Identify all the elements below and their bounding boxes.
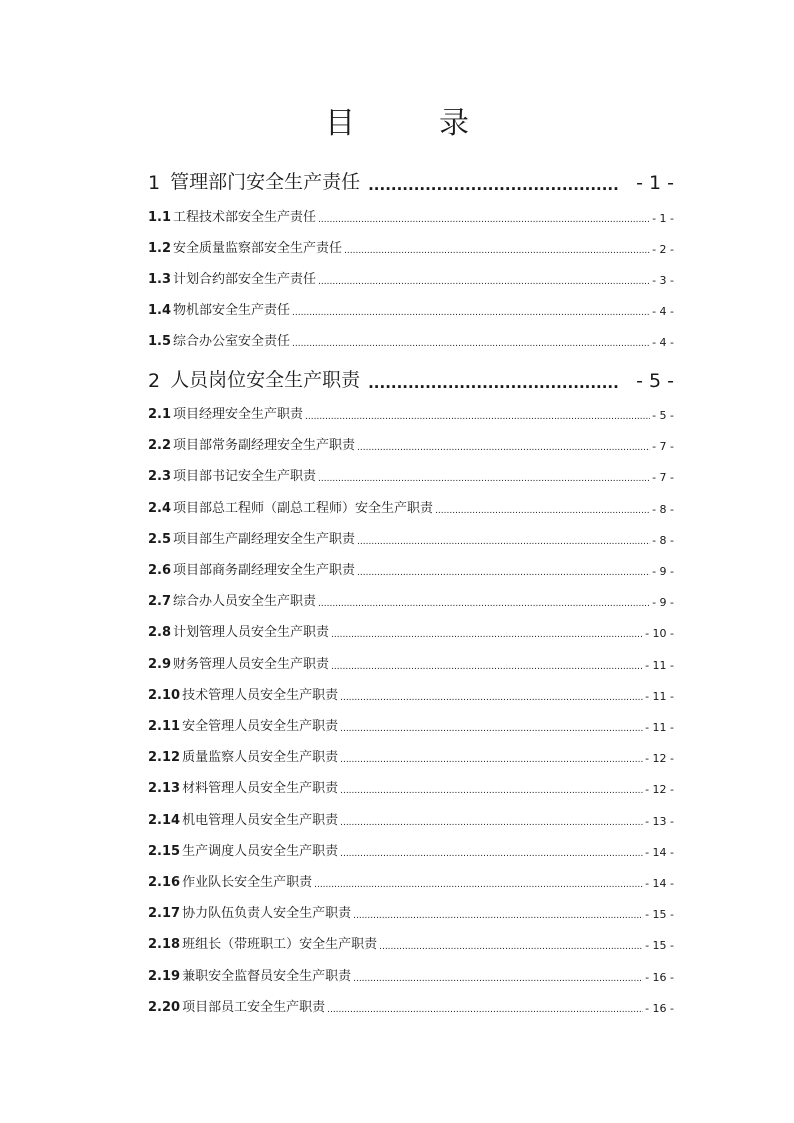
toc-dot-leader <box>305 413 650 422</box>
toc-entry-label: 项目部总工程师（副总工程师）安全生产职责 <box>173 501 434 516</box>
toc-dot-leader <box>340 787 643 796</box>
toc-entry-label: 人员岗位安全生产职责 <box>170 369 361 391</box>
toc-entry-label: 计划合约部安全生产责任 <box>173 272 317 287</box>
toc-entry-label: 班组长（带班职工）安全生产职责 <box>182 937 378 952</box>
toc-entry-label: 作业队长安全生产职责 <box>182 875 313 890</box>
toc-entry-label: 工程技术部安全生产责任 <box>173 210 317 225</box>
toc-entry-page: - 15 - <box>645 908 674 921</box>
toc-entry-number: 2.7 <box>148 594 172 609</box>
toc-entry-page: - 3 - <box>652 274 674 287</box>
toc-entry-number: 2.11 <box>148 719 181 734</box>
toc-dot-leader <box>357 444 650 453</box>
toc-entry-label: 材料管理人员安全生产职责 <box>182 781 339 796</box>
toc-entry-1-5[interactable] <box>148 331 674 349</box>
toc-dot-leader <box>353 912 643 921</box>
toc-entry-page: - 7 - <box>652 440 674 453</box>
toc-entry-label: 项目部书记安全生产职责 <box>173 469 317 484</box>
toc-entry-2-10[interactable] <box>148 685 674 703</box>
toc-entry-2-2[interactable] <box>148 435 674 453</box>
toc-dot-leader <box>357 538 650 547</box>
toc-entry-page: - 11 - <box>645 690 674 703</box>
toc-entry-page: - 7 - <box>652 471 674 484</box>
toc-dot-leader <box>357 569 650 578</box>
toc-dot-leader <box>327 1006 643 1015</box>
toc-entry-label: 项目部商务副经理安全生产职责 <box>173 563 356 578</box>
toc-entry-number: 2.10 <box>148 688 181 703</box>
toc-entry-2-20[interactable] <box>148 997 674 1015</box>
toc-entry-1-4[interactable] <box>148 300 674 318</box>
toc-dot-leader <box>340 819 643 828</box>
toc-entry-page: - 8 - <box>652 534 674 547</box>
toc-entry-label: 管理部门安全生产责任 <box>170 171 361 193</box>
toc-entry-label: 项目部员工安全生产职责 <box>182 1000 326 1015</box>
toc-entry-1[interactable] <box>148 168 674 194</box>
toc-entry-number: 2.2 <box>148 438 172 453</box>
toc-entry-label: 财务管理人员安全生产职责 <box>173 657 330 672</box>
toc-entry-page: - 9 - <box>652 565 674 578</box>
toc-entry-number: 2.8 <box>148 625 172 640</box>
toc-entry-page: - 2 - <box>652 243 674 256</box>
toc-entry-page: - 16 - <box>645 971 674 984</box>
toc-entry-page: - 16 - <box>645 1002 674 1015</box>
toc-entry-2-4[interactable] <box>148 498 674 516</box>
toc-entry-2-12[interactable] <box>148 747 674 765</box>
toc-dot-leader <box>340 850 643 859</box>
toc-dot-leader <box>318 278 650 287</box>
toc-entry-page: - 4 - <box>652 336 674 349</box>
toc-entry-2-9[interactable] <box>148 654 674 672</box>
toc-entry-number: 1.1 <box>148 210 172 225</box>
toc-entry-label: 生产调度人员安全生产职责 <box>182 844 339 859</box>
toc-entry-2-6[interactable] <box>148 560 674 578</box>
toc-entry-number: 2.4 <box>148 501 172 516</box>
toc-entry-number: 2.13 <box>148 781 181 796</box>
toc-entry-page: - 12 - <box>645 752 674 765</box>
toc-entry-page: - 1 - <box>652 212 674 225</box>
toc-entry-1-2[interactable] <box>148 238 674 256</box>
toc-entry-2-8[interactable] <box>148 622 674 640</box>
toc-entry-label: 项目部常务副经理安全生产职责 <box>173 438 356 453</box>
toc-entry-label: 综合办人员安全生产职责 <box>173 594 317 609</box>
page-title <box>0 98 794 142</box>
toc-entry-2-14[interactable] <box>148 810 674 828</box>
toc-dot-leader <box>340 694 643 703</box>
toc-dot-leader <box>331 663 643 672</box>
toc-entry-label: 项目部生产副经理安全生产职责 <box>173 532 356 547</box>
toc-dot-leader <box>344 247 650 256</box>
toc-entry-label: 综合办公室安全责任 <box>173 334 291 349</box>
toc-entry-page: - 11 - <box>645 659 674 672</box>
toc-dot-leader <box>340 725 643 734</box>
toc-entry-number: 2.19 <box>148 969 181 984</box>
toc-dot-leader <box>379 943 643 952</box>
toc-entry-page: - 1 - <box>636 172 674 194</box>
toc-entry-1-3[interactable] <box>148 269 674 287</box>
toc-entry-number: 2.9 <box>148 657 172 672</box>
toc-entry-page: - 15 - <box>645 939 674 952</box>
toc-entry-number: 1.2 <box>148 241 172 256</box>
toc-entry-page: - 8 - <box>652 503 674 516</box>
toc-dot-leader <box>318 600 650 609</box>
toc-dot-leader <box>353 975 643 984</box>
toc-entry-number: 1 <box>148 172 161 194</box>
toc-entry-label: 兼职安全监督员安全生产职责 <box>182 969 352 984</box>
toc-entry-page: - 13 - <box>645 815 674 828</box>
toc-entry-2[interactable] <box>148 366 674 392</box>
toc-entry-page: - 12 - <box>645 783 674 796</box>
toc-entry-number: 1.4 <box>148 303 172 318</box>
toc-entry-2-16[interactable] <box>148 872 674 890</box>
toc-entry-2-3[interactable] <box>148 466 674 484</box>
toc-entry-number: 1.5 <box>148 334 172 349</box>
toc-entry-label: 质量监察人员安全生产职责 <box>182 750 339 765</box>
toc-entry-number: 2.17 <box>148 906 181 921</box>
toc-dot-leader <box>318 216 650 225</box>
toc-entry-label: 协力队伍负责人安全生产职责 <box>182 906 352 921</box>
toc-entry-label: 项目经理安全生产职责 <box>173 407 304 422</box>
toc-entry-page: - 4 - <box>652 305 674 318</box>
toc-entry-page: - 11 - <box>645 721 674 734</box>
toc-entry-label: 安全管理人员安全生产职责 <box>182 719 339 734</box>
toc-entry-label: 机电管理人员安全生产职责 <box>182 813 339 828</box>
toc-dot-leader <box>340 756 643 765</box>
toc-entry-2-17[interactable] <box>148 903 674 921</box>
toc-entry-number: 2.20 <box>148 1000 181 1015</box>
toc-entry-2-19[interactable] <box>148 966 674 984</box>
toc-entry-1-1[interactable] <box>148 207 674 225</box>
toc-dot-leader <box>331 631 643 640</box>
toc-entry-label: 计划管理人员安全生产职责 <box>173 625 330 640</box>
toc-entry-number: 1.3 <box>148 272 172 287</box>
toc-entry-number: 2.14 <box>148 813 181 828</box>
toc-dot-leader <box>314 881 643 890</box>
toc-entry-number: 2.1 <box>148 407 172 422</box>
toc-entry-2-7[interactable] <box>148 591 674 609</box>
toc-entry-page: - 14 - <box>645 877 674 890</box>
toc-dot-leader <box>318 475 650 484</box>
toc-entry-2-18[interactable] <box>148 934 674 952</box>
toc-entry-number: 2.15 <box>148 844 181 859</box>
toc-entry-page: - 5 - <box>652 409 674 422</box>
toc-dot-leader <box>368 179 620 194</box>
toc-entry-2-1[interactable] <box>148 404 674 422</box>
toc-dot-leader <box>435 507 650 516</box>
toc-entry-2-5[interactable] <box>148 529 674 547</box>
toc-entry-2-11[interactable] <box>148 716 674 734</box>
title-char-2: 录 <box>439 106 469 141</box>
toc-entry-label: 技术管理人员安全生产职责 <box>182 688 339 703</box>
toc-entry-2-15[interactable] <box>148 841 674 859</box>
toc-dot-leader <box>292 309 650 318</box>
toc-entry-number: 2 <box>148 370 161 392</box>
toc-entry-page: - 14 - <box>645 846 674 859</box>
toc-entry-number: 2.18 <box>148 937 181 952</box>
toc-entry-number: 2.6 <box>148 563 172 578</box>
toc-entry-label: 安全质量监察部安全生产责任 <box>173 241 343 256</box>
toc-entry-number: 2.5 <box>148 532 172 547</box>
toc-entry-number: 2.12 <box>148 750 181 765</box>
toc-entry-number: 2.3 <box>148 469 172 484</box>
toc-dot-leader <box>292 340 650 349</box>
toc-entry-page: - 10 - <box>645 627 674 640</box>
title-char-1: 目 <box>325 106 355 141</box>
toc-entry-number: 2.16 <box>148 875 181 890</box>
toc-entry-page: - 5 - <box>636 370 674 392</box>
toc-entry-page: - 9 - <box>652 596 674 609</box>
toc-entry-label: 物机部安全生产责任 <box>173 303 291 318</box>
toc-dot-leader <box>368 377 620 392</box>
toc-entry-2-13[interactable] <box>148 778 674 796</box>
